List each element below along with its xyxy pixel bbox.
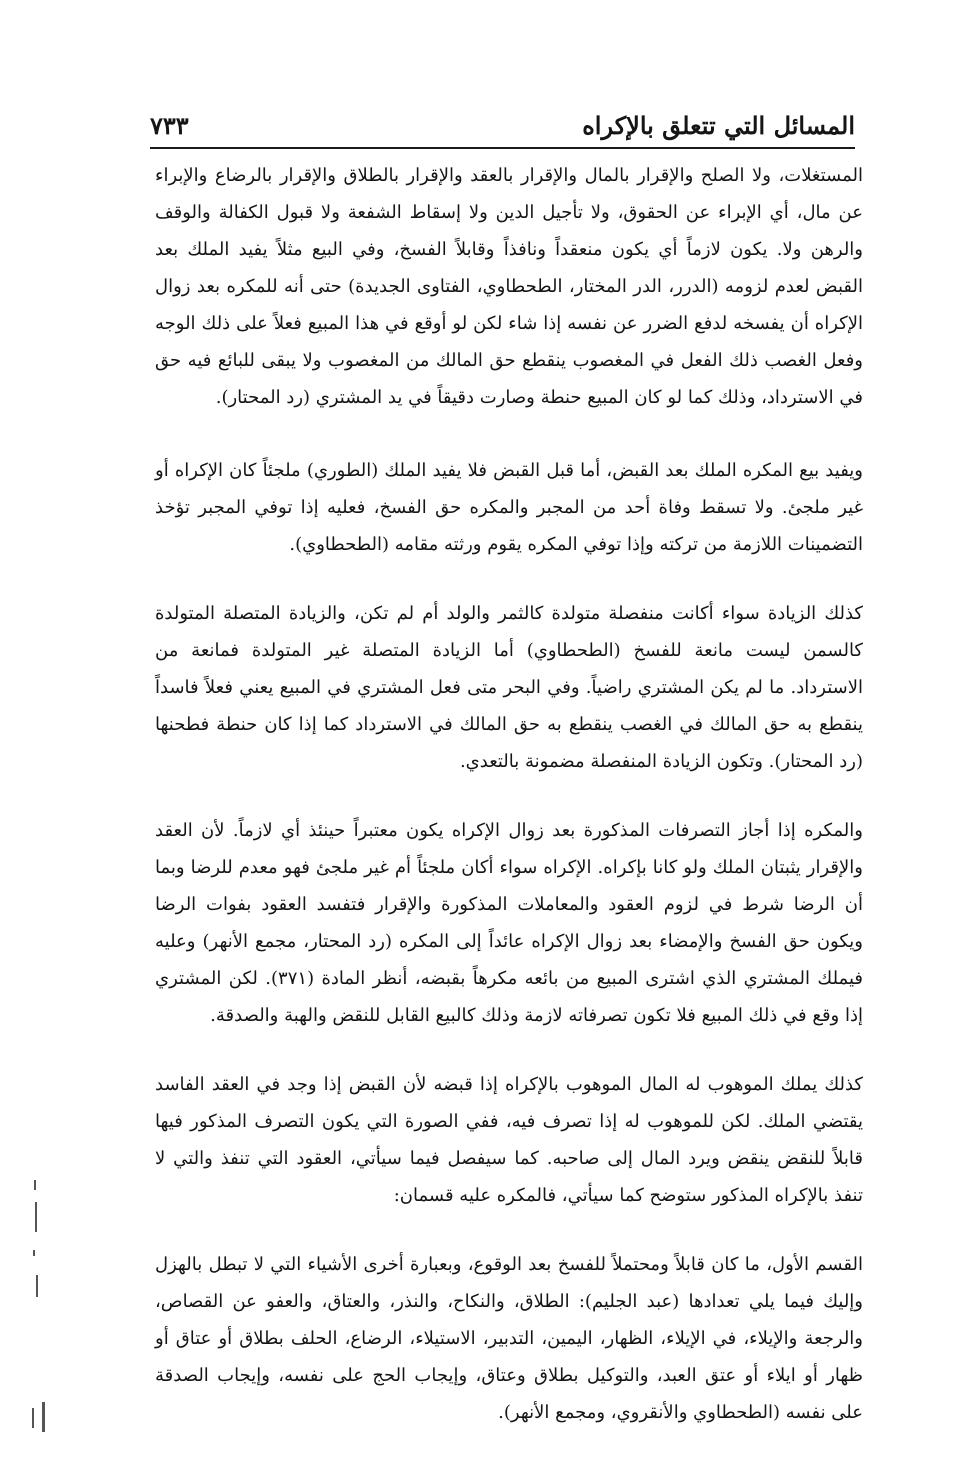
paragraph-2: ويفيد بيع المكره الملك بعد القبض، أما قبل القبض فلا يفيد الملك (الطوري) ملجئاً كان الإكراه أو غير ملجئ. ولا تسقط وفاة أحد من المجبر والمكره حق الفسخ، فعليه إذا توفي المجبر تؤخذ التضمينات اللازمة من تركته وإذا توفي المكره يقوم ورثته مقامه (الطحطاوي). — [155, 460, 863, 555]
paragraph-3: كذلك الزيادة سواء أكانت منفصلة متولدة كالثمر والولد أم لم تكن، والزيادة المتصلة المتولدة كالسمن ليست مانعة للفسخ (الطحطاوي) أما الزيادة المتصلة غير المتولدة فمانعة من الاسترداد. ما لم يكن المشتري راضياً. وفي البحر متى فعل المشتري في المبيع يعني فعلاً فاسداً ينقطع به حق المالك في الغصب ينقطع به حق المالك في الاسترداد كما إذا كان حنطة فطحنها (رد المحتار). وتكون الزيادة المنفصلة مضمونة بالتعدي. — [155, 603, 863, 772]
page-header — [150, 110, 855, 146]
paragraph-1: المستغلات، ولا الصلح والإقرار بالمال والإقرار بالعقد والإقرار بالطلاق والإقرار بالرضاع والإبراء عن مال، أي الإبراء عن الحقوق، ولا تأجيل الدين ولا إسقاط الشفعة ولا قبول الكفالة والوقف والرهن ولا. يكون لازماً أي يكون منعقداً ونافذاً وقابلاً الفسخ، وفي البيع مثلاً يفيد الملك بعد القبض لعدم لزومه (الدرر، الدر المختار، الطحطاوي، الفتاوى الجديدة) حتى أنه للمكره بعد زوال الإكراه أن يفسخه لدفع الضرر عن نفسه إذا شاء لكن لو أوقع في هذا المبيع فعلاً على ذلك الوجه وفعل الغصب ذلك الفعل في المغصوب ينقطع حق المالك من المغصوب ولا يبقى للبائع فيه حق في الاسترداد، وذلك كما لو كان المبيع حنطة وصارت دقيقاً في يد المشتري (رد المحتار). — [155, 165, 863, 408]
scan-margin-marks — [22, 1180, 52, 1440]
header-rule — [150, 147, 855, 149]
paragraph-6: القسم الأول، ما كان قابلاً ومحتملاً للفسخ بعد الوقوع، وبعبارة أخرى الأشياء التي لا تبطل بالهزل وإليك فيما يلي تعدادها (عبد الجليم): الطلاق، والنكاح، والنذر، والعتاق، والعفو عن القصاص، والرجعة والإيلاء، في الإيلاء، الظهار، اليمين، التدبير، الاستيلاء، الرضاع، الحلف بطلاق أو عتاق أو ظهار أو ايلاء أو عتق العبد، والتوكيل بطلاق وعتاق، وإيجاب الحج على نفسه، وإيجاب الصدقة على نفسه (الطحطاوي والأنقروي، ومجمع الأنهر). — [155, 1254, 863, 1423]
paragraph-4: والمكره إذا أجاز التصرفات المذكورة بعد زوال الإكراه يكون معتبراً حينئذ أي لازماً. لأن العقد والإقرار يثبتان الملك ولو كانا بإكراه. الإكراه سواء أكان ملجئاً أم غير ملجئ فهو معدم للرضا وبما أن الرضا شرط في لزوم العقود والمعاملات المذكورة والإقرار فتفسد العقود بفوات الرضا ويكون حق الفسخ والإمضاء بعد زوال الإكراه عائداً إلى المكره (رد المحتار، مجمع الأنهر) وعليه فيملك المشتري الذي اشترى المبيع من بائعه مكرهاً بقبضه، أنظر المادة (٣٧١). لكن المشتري إذا وقع في ذلك المبيع فلا تكون تصرفاته لازمة وذلك كالبيع القابل للنقض والهبة والصدقة. — [155, 820, 864, 1026]
body-text — [155, 157, 863, 1463]
paragraph-5: كذلك يملك الموهوب له المال الموهوب بالإكراه إذا قبضه لأن القبض إذا وجد في العقد الفاسد يقتضي الملك. لكن للموهوب له إذا تصرف فيه، ففي الصورة التي يكون التصرف المذكور فيها قابلاً للنقض ينقض ويرد المال إلى صاحبه. كما سيفصل فيما سيأتي، العقود التي تنفذ والتي لا تنفذ بالإكراه المذكور ستوضح كما سيأتي، فالمكره عليه قسمان: — [155, 1074, 863, 1206]
page-number: ٧٣٣ — [150, 111, 189, 140]
running-title: المسائل التي تتعلق بالإكراه — [582, 111, 855, 140]
